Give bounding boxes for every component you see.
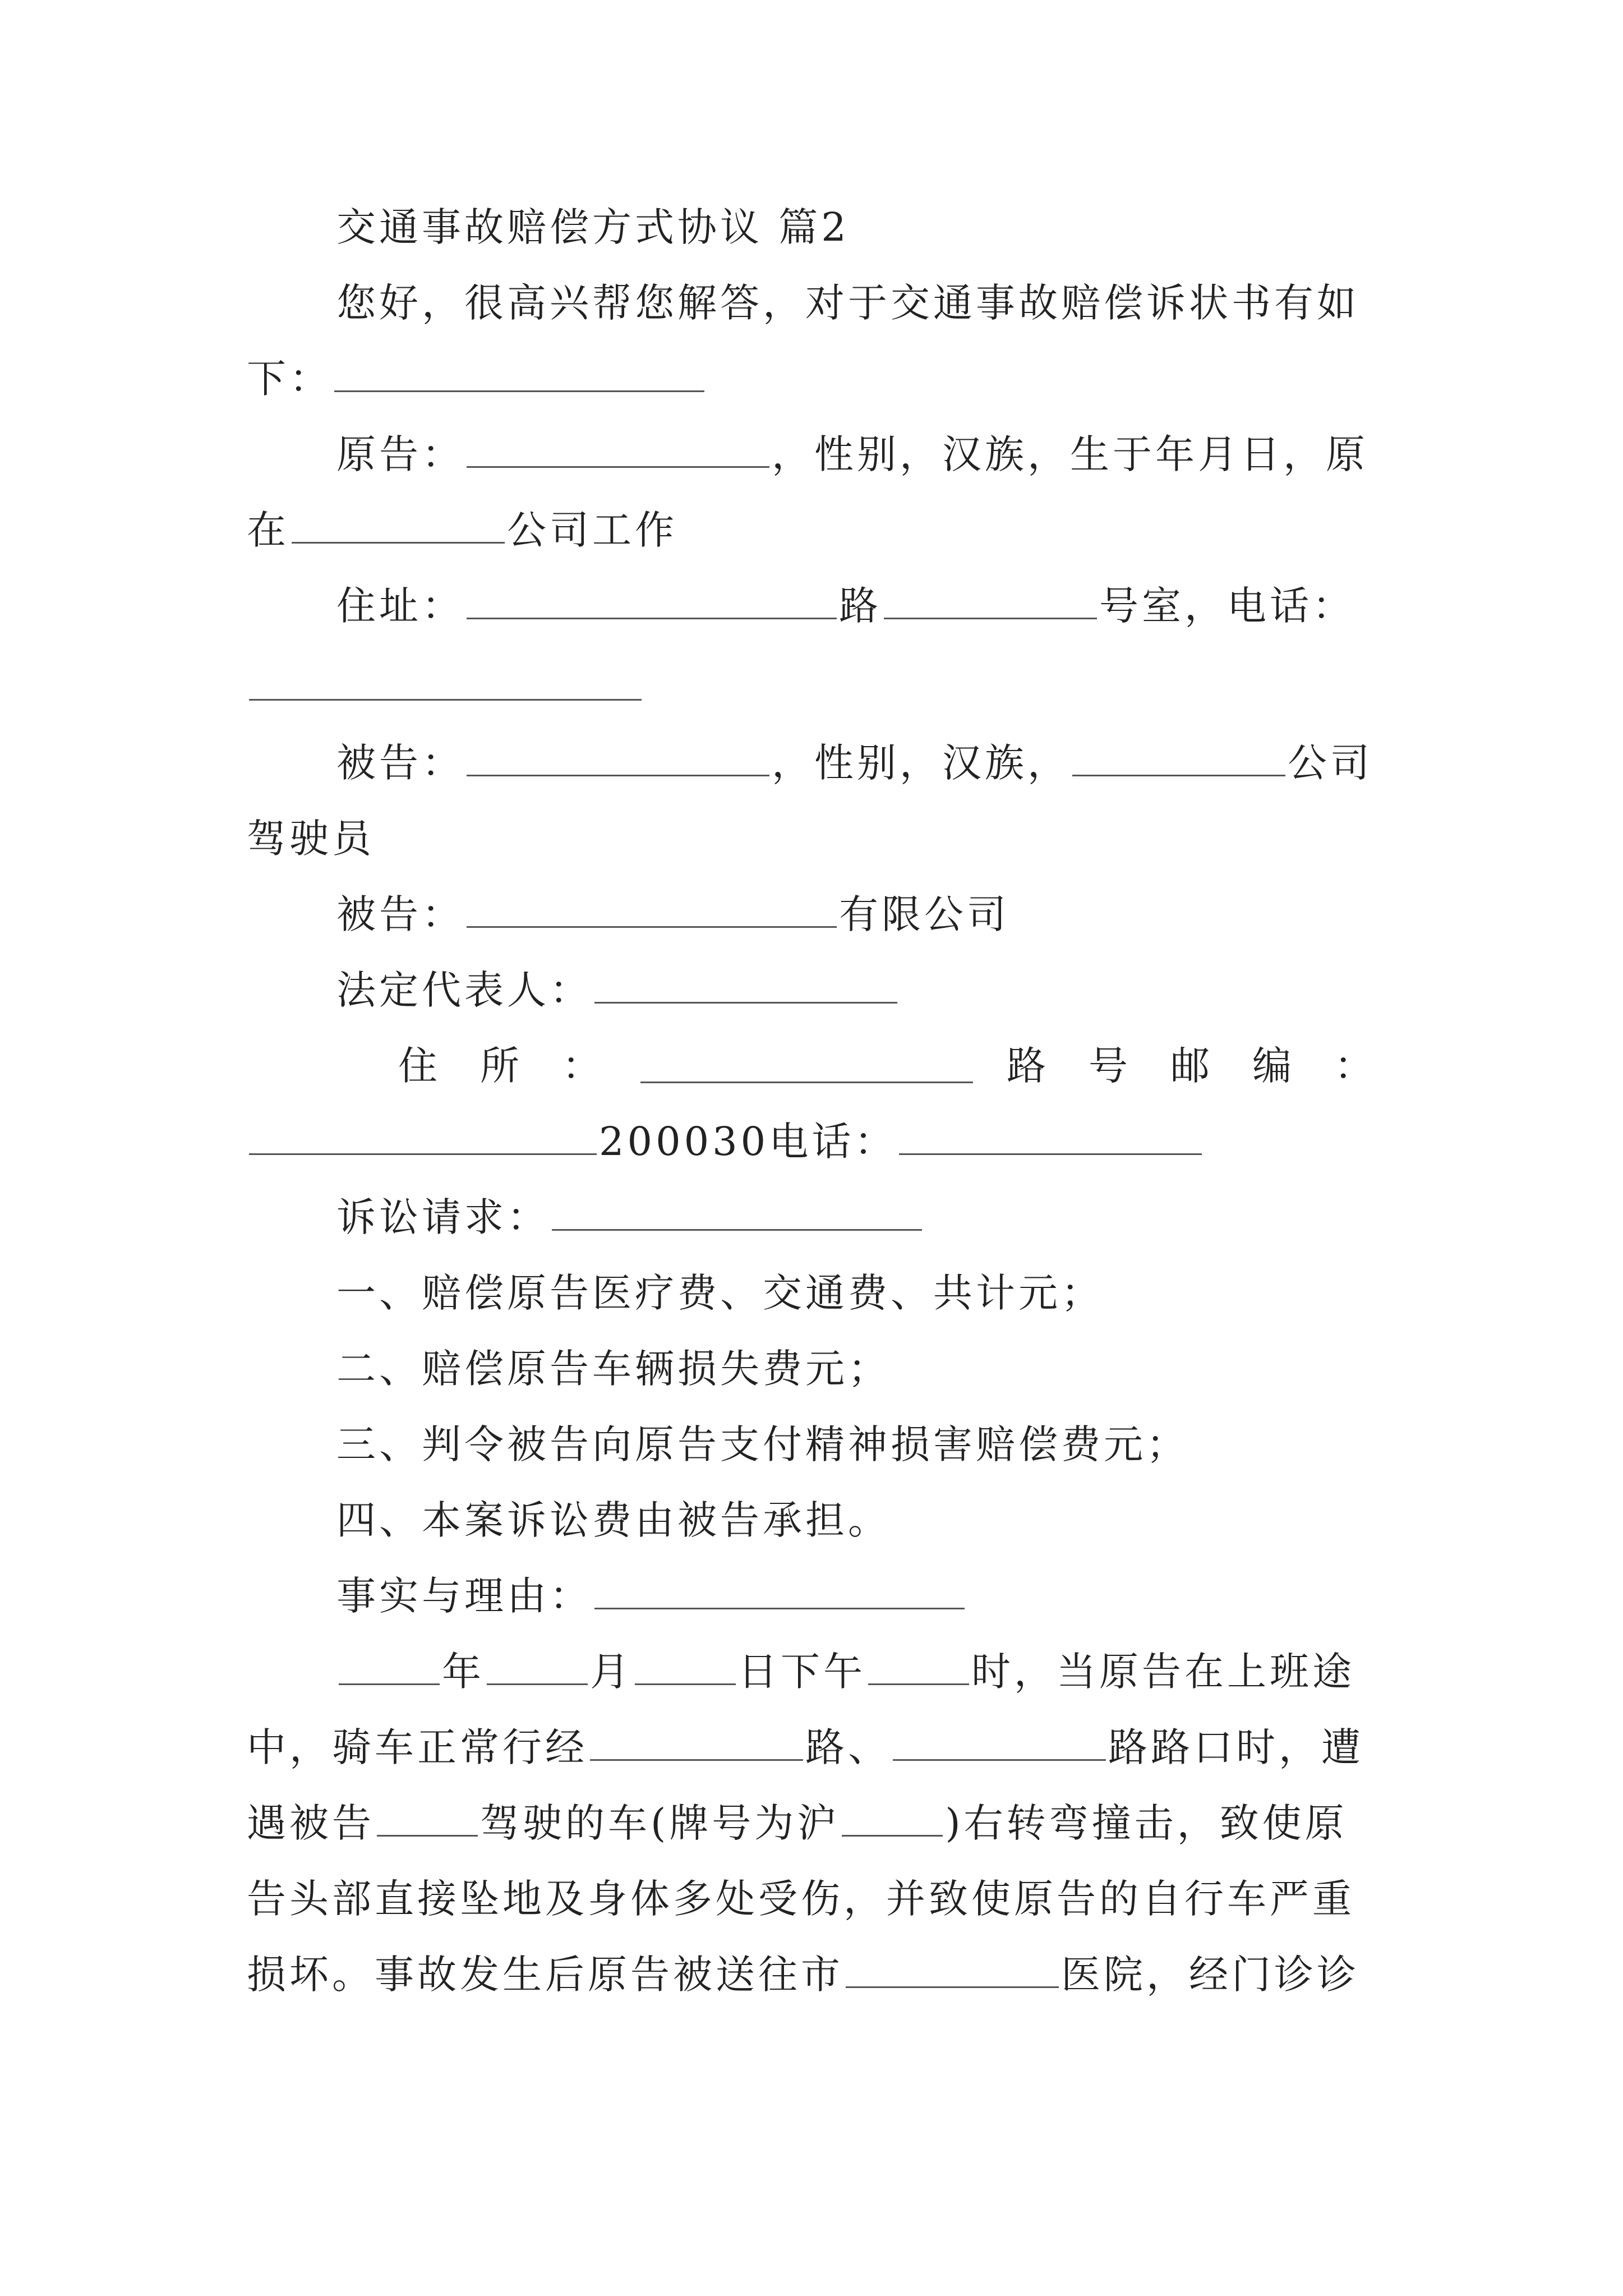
defendant2-label: 被告：: [336, 891, 464, 937]
claim-text: 三、判令被告向原告支付精神损害赔偿费元；: [336, 1421, 1189, 1467]
plaintiff-line2-start: 在: [247, 507, 289, 553]
plaintiff-line: [247, 426, 1377, 482]
facts-line: [247, 1644, 1377, 1700]
facts-label-line: [247, 1568, 1377, 1624]
facts-year: 年: [442, 1649, 485, 1695]
address-road: 路: [839, 583, 882, 629]
facts-l2-mid: 路、: [805, 1724, 891, 1770]
defendant1-line2-text: 驾驶员: [247, 816, 375, 862]
residence-road-char: 号: [1089, 1043, 1131, 1089]
legal-rep-label: 法定代表人：: [336, 967, 592, 1013]
fill-blank: [899, 1121, 1202, 1155]
legal-rep-line: [247, 962, 1377, 1018]
fill-blank: [467, 894, 837, 928]
defendant1-line: [247, 735, 1377, 791]
fill-blank: [249, 1121, 597, 1155]
claim-text: 一、赔偿原告医疗费、交通费、共计元；: [336, 1270, 1104, 1316]
defendant1-mid: ，性别，汉族，: [772, 740, 1070, 786]
residence-road-char: ：: [1334, 1043, 1377, 1089]
facts-l5-start: 损坏。事故发生后原告被送往市: [247, 1952, 843, 1998]
address-label: 住址：: [336, 583, 464, 629]
fill-blank: [846, 1954, 1059, 1988]
fill-blank: [893, 1727, 1106, 1761]
residence-char: ：: [562, 1043, 605, 1089]
residence-road-char: 路: [1007, 1043, 1049, 1089]
fill-blank: [590, 1727, 803, 1761]
claim-item: [247, 1492, 1377, 1548]
claims-label-line: [247, 1189, 1377, 1245]
address-room-phone: 号室，电话：: [1099, 583, 1355, 629]
claim-text: 二、赔偿原告车辆损失费元；: [336, 1346, 891, 1392]
fill-blank: [377, 1802, 478, 1837]
facts-line: [247, 1719, 1377, 1775]
claims-label: 诉讼请求：: [336, 1194, 550, 1240]
residence-road-char: 邮: [1170, 1043, 1213, 1089]
facts-label: 事实与理由：: [336, 1573, 592, 1619]
fill-blank: [842, 1802, 943, 1837]
facts-month: 月: [590, 1649, 633, 1695]
intro-text: 您好，很高兴帮您解答，对于交通事故赔偿诉状书有如: [336, 280, 1359, 326]
fill-blank: [292, 509, 505, 544]
title-text: 交通事故赔偿方式协议 篇2: [336, 204, 850, 250]
facts-day-pm: 日下午: [738, 1649, 866, 1695]
fill-blank: [467, 434, 769, 468]
address-line: [247, 578, 1377, 634]
residence-road-char: 编: [1252, 1043, 1295, 1089]
fill-blank: [487, 1651, 588, 1685]
plaintiff-line2: [247, 502, 1377, 558]
facts-l2-start: 中，骑车正常行经: [247, 1724, 588, 1770]
intro-cont-text: 下：: [247, 356, 332, 402]
plaintiff-mid: ，性别，汉族，生于年月日，原: [772, 431, 1368, 477]
facts-line: [247, 1947, 1377, 2003]
residence-char: 住: [398, 1043, 441, 1089]
fill-blank: [594, 1575, 965, 1609]
fill-blank: [635, 1651, 736, 1685]
facts-l4: 告头部直接坠地及身体多处受伤，并致使原告的自行车严重: [247, 1876, 1355, 1922]
fill-blank: [249, 666, 642, 701]
fill-blank: [339, 1651, 440, 1685]
fill-blank: [884, 585, 1097, 619]
facts-line: [247, 1871, 1377, 1927]
postcode-phone: 200030电话：: [599, 1119, 897, 1165]
facts-l5-end: 医院，经门诊诊: [1061, 1952, 1359, 1998]
defendant1-end: 公司: [1288, 740, 1373, 786]
address-line2: [247, 659, 1377, 715]
residence-line: [247, 1038, 1377, 1094]
facts-l2-end: 路路口时，遭: [1108, 1724, 1364, 1770]
facts-hour-rest: 时，当原告在上班途: [971, 1649, 1355, 1695]
defendant1-label: 被告：: [336, 740, 464, 786]
claim-item: [247, 1416, 1377, 1473]
fill-blank: [552, 1197, 922, 1231]
intro-cont-line: [247, 351, 1377, 407]
fill-blank: [467, 742, 769, 776]
fill-blank: [640, 1049, 973, 1083]
plaintiff-label: 原告：: [336, 431, 464, 477]
defendant2-line: [247, 886, 1377, 942]
claim-text: 四、本案诉讼费由被告承担。: [336, 1497, 891, 1543]
fill-blank: [594, 969, 897, 1004]
fill-blank: [868, 1651, 969, 1685]
plaintiff-line2-end: 公司工作: [507, 507, 677, 553]
facts-l3-start: 遇被告: [247, 1800, 375, 1846]
claim-item: [247, 1341, 1377, 1397]
residence-line2: [247, 1114, 1377, 1170]
fill-blank: [1072, 742, 1285, 776]
document-title: [247, 199, 1377, 255]
fill-blank: [467, 585, 837, 619]
defendant2-end: 有限公司: [839, 891, 1009, 937]
facts-l3-end: )右转弯撞击，致使原: [945, 1800, 1348, 1846]
facts-l3-mid: 驾驶的车(牌号为沪: [480, 1800, 840, 1846]
claim-item: [247, 1265, 1377, 1321]
intro-line: [247, 275, 1377, 331]
fill-blank: [334, 358, 704, 392]
residence-char: 所: [480, 1043, 523, 1089]
defendant1-line2: [247, 811, 1377, 867]
facts-line: [247, 1795, 1377, 1851]
